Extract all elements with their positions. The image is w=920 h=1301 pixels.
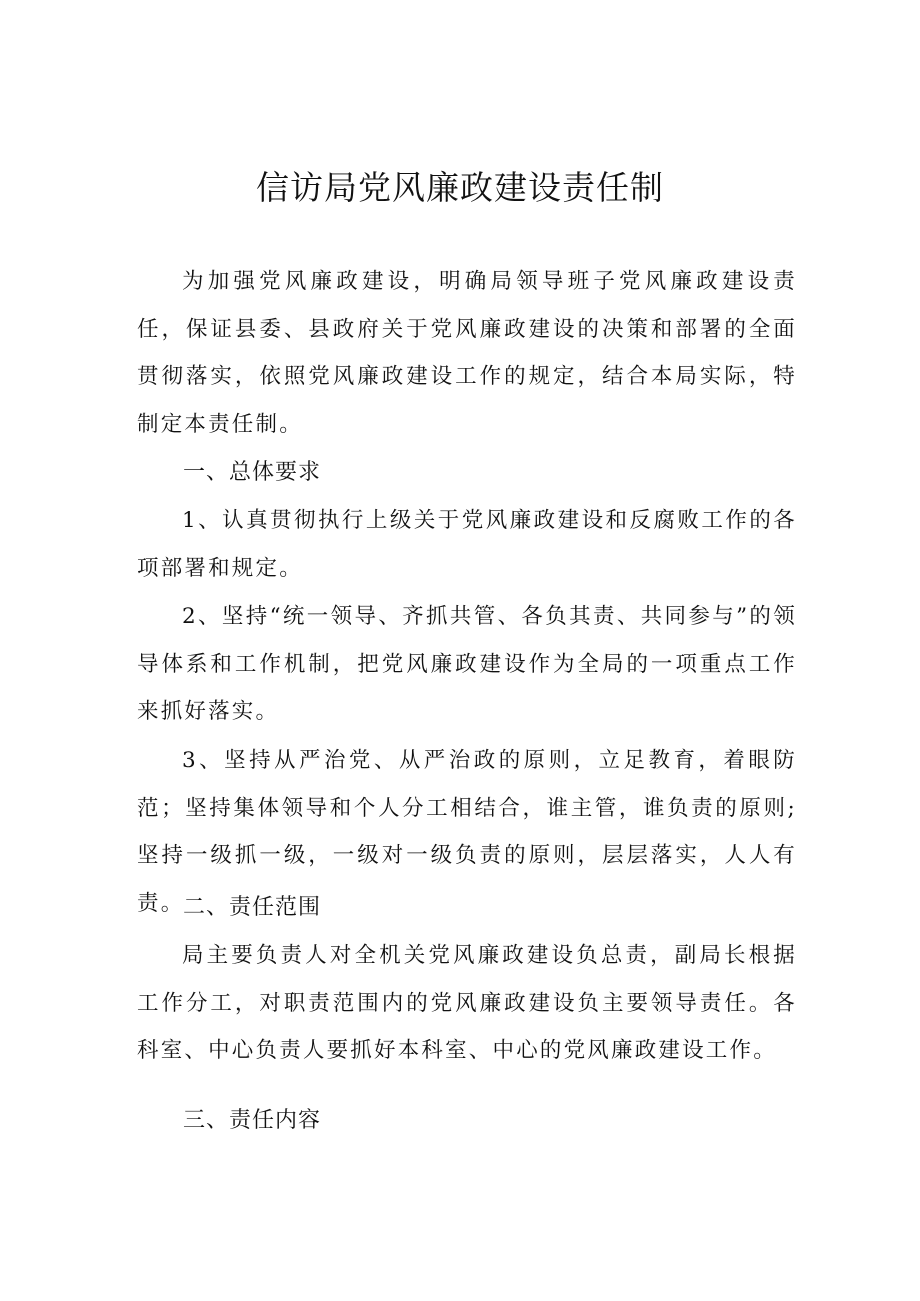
responsibility-scope-paragraph: 局主要负责人对全机关党风廉政建设负总责，副局长根据工作分工，对职责范围内的党风廉政建设负主要领导责任。各科室、中心负责人要抓好本科室、中心的党风廉政建设工作。: [137, 943, 797, 1063]
requirement-item-1: 1、认真贯彻执行上级关于党风廉政建设和反腐败工作的各项部署和规定。: [137, 508, 797, 581]
intro-paragraph: 为加强党风廉政建设，明确局领导班子党风廉政建设责任，保证县委、县政府关于党风廉政建设的决策和部署的全面贯彻落实，依照党风廉政建设工作的规定，结合本局实际，特制定本责任制。: [137, 269, 797, 437]
section-heading-general-requirements: 一、总体要求: [183, 460, 322, 485]
requirement-item-2: 2、坚持“统一领导、齐抓共管、各负其责、共同参与”的领导体系和工作机制，把党风廉政建设作为全局的一项重点工作来抓好落实。: [137, 604, 797, 724]
document-title: 信访局党风廉政建设责任制: [256, 168, 664, 207]
section-heading-responsibility-content: 三、责任内容: [183, 1108, 322, 1133]
section-heading-responsibility-scope: 二、责任范围: [183, 895, 322, 920]
requirement-item-3: 3、坚持从严治党、从严治政的原则，立足教育，着眼防范；坚持集体领导和个人分工相结合，谁主管，谁负责的原则;坚持一级抓一级，一级对一级负责的原则，层层落实，人人有责。: [137, 748, 797, 916]
